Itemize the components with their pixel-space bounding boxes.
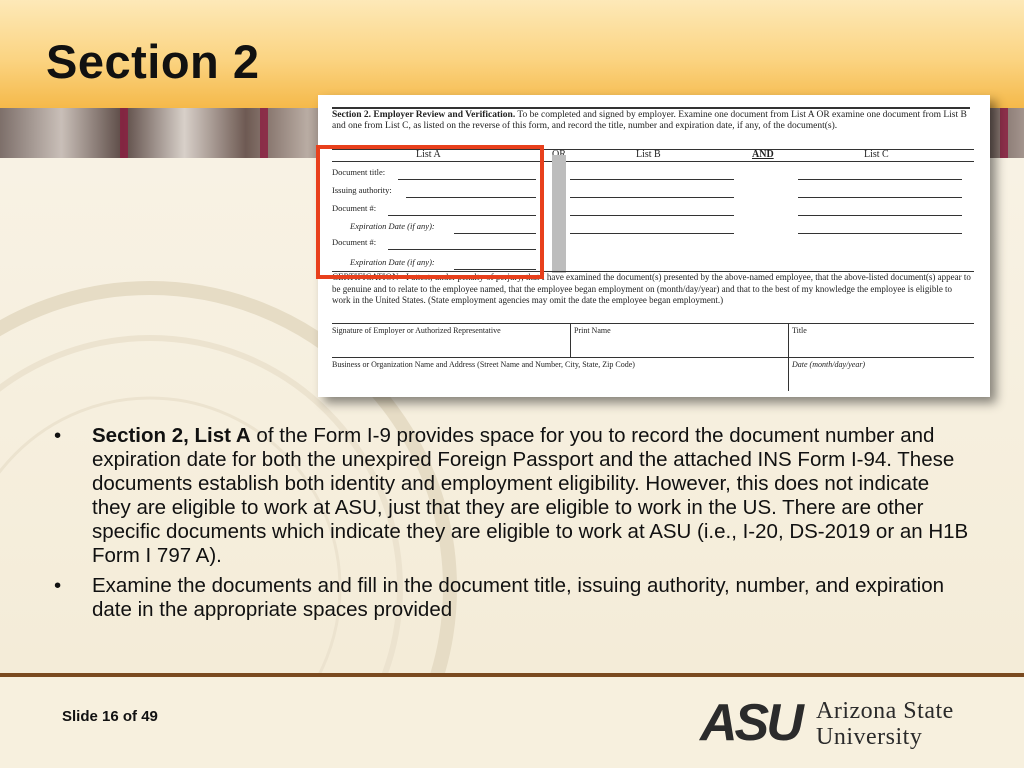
asu-logo	[700, 694, 1000, 753]
expiration-date-label: Expiration Date (if any):	[350, 221, 435, 231]
form-top-rule	[332, 107, 970, 109]
bullet-item	[52, 574, 972, 622]
issuing-authority-label: Issuing authority:	[332, 185, 392, 195]
list-c-header: List C	[864, 149, 889, 160]
bullet-text: of the Form I-9 provides space for you to record the document number and expiration date for both the unexpired Foreign Passport and the attached INS Form I-94. These documents establish both identity and employment eligibility. However, this does not indicate they are eligible to work at ASU, just that they are eligible to work in the US. There are other specific documents which indicate they are eligible to work at ASU (i.e., I-20, DS-2019 or an H1B Form I 797 A).	[92, 424, 969, 567]
bullet-text: Examine the documents and fill in the document title, issuing authority, number, and expiration date in the appropriate spaces provided	[92, 574, 944, 621]
form-divider	[570, 323, 571, 357]
asu-logo-mark: ASU	[700, 694, 801, 752]
slide-footer	[0, 677, 1024, 768]
form-rule	[332, 357, 974, 358]
form-rule	[332, 323, 974, 324]
date-label: Date (month/day/year)	[792, 360, 866, 369]
form-instructions	[332, 110, 972, 132]
certification-text: CERTIFICATION - I attest, under penalty of perjury, that I have examined the document(s) presented by the above-named employee, that the above-listed document(s) appear to be genuine and to relate to the employee named, that the employee began employment on (month/day/year) and that to the best of my knowledge the employee is eligible to work in the United States. (State employment agencies may omit the date the employee began employment.)	[332, 272, 971, 305]
strip-accent	[260, 108, 268, 158]
strip-accent	[1000, 108, 1008, 158]
bullet-list	[52, 424, 972, 628]
document-number-label: Document #:	[332, 203, 377, 213]
list-c-line	[798, 179, 962, 180]
form-shading	[552, 155, 566, 273]
document-number-label-2: Document #:	[332, 237, 377, 247]
list-b-header: List B	[636, 149, 661, 160]
list-b-line	[570, 197, 734, 198]
bullet-bold-text: Section 2, List A	[92, 424, 251, 447]
list-a-highlight-box	[316, 145, 544, 279]
asu-logo-line2: University	[816, 724, 923, 750]
and-label: AND	[752, 149, 774, 160]
business-address-label: Business or Organization Name and Address (Street Name and Number, City, State, Zip Code)	[332, 360, 635, 369]
bullet-dot: •	[54, 424, 62, 447]
form-instructions-text: To be completed and signed by employer. Examine one document from List A OR examine one document from List B and one from List C, as listed on the reverse of this form, and record the title, number and expiration date, if any, of the document(s).	[332, 110, 967, 131]
list-c-line	[798, 233, 962, 234]
bullet-dot: •	[54, 574, 62, 597]
document-title-label: Document title:	[332, 167, 386, 177]
signature-label: Signature of Employer or Authorized Representative	[332, 326, 501, 335]
title-label: Title	[792, 326, 807, 335]
list-c-line	[798, 215, 962, 216]
slide-title: Section 2	[46, 35, 260, 88]
list-c-line	[798, 197, 962, 198]
slide-header	[0, 0, 1024, 108]
print-name-label: Print Name	[574, 326, 611, 335]
slide-number: Slide 16 of 49	[62, 708, 158, 725]
list-a-header: List A	[416, 149, 441, 160]
form-section-heading: Section 2. Employer Review and Verification.	[332, 110, 516, 120]
bullet-item	[52, 424, 972, 568]
list-b-line	[570, 233, 734, 234]
asu-logo-line1: Arizona State	[816, 698, 954, 724]
list-b-line	[570, 215, 734, 216]
expiration-date-label-2: Expiration Date (if any):	[350, 257, 435, 267]
list-b-line	[570, 179, 734, 180]
strip-accent	[120, 108, 128, 158]
